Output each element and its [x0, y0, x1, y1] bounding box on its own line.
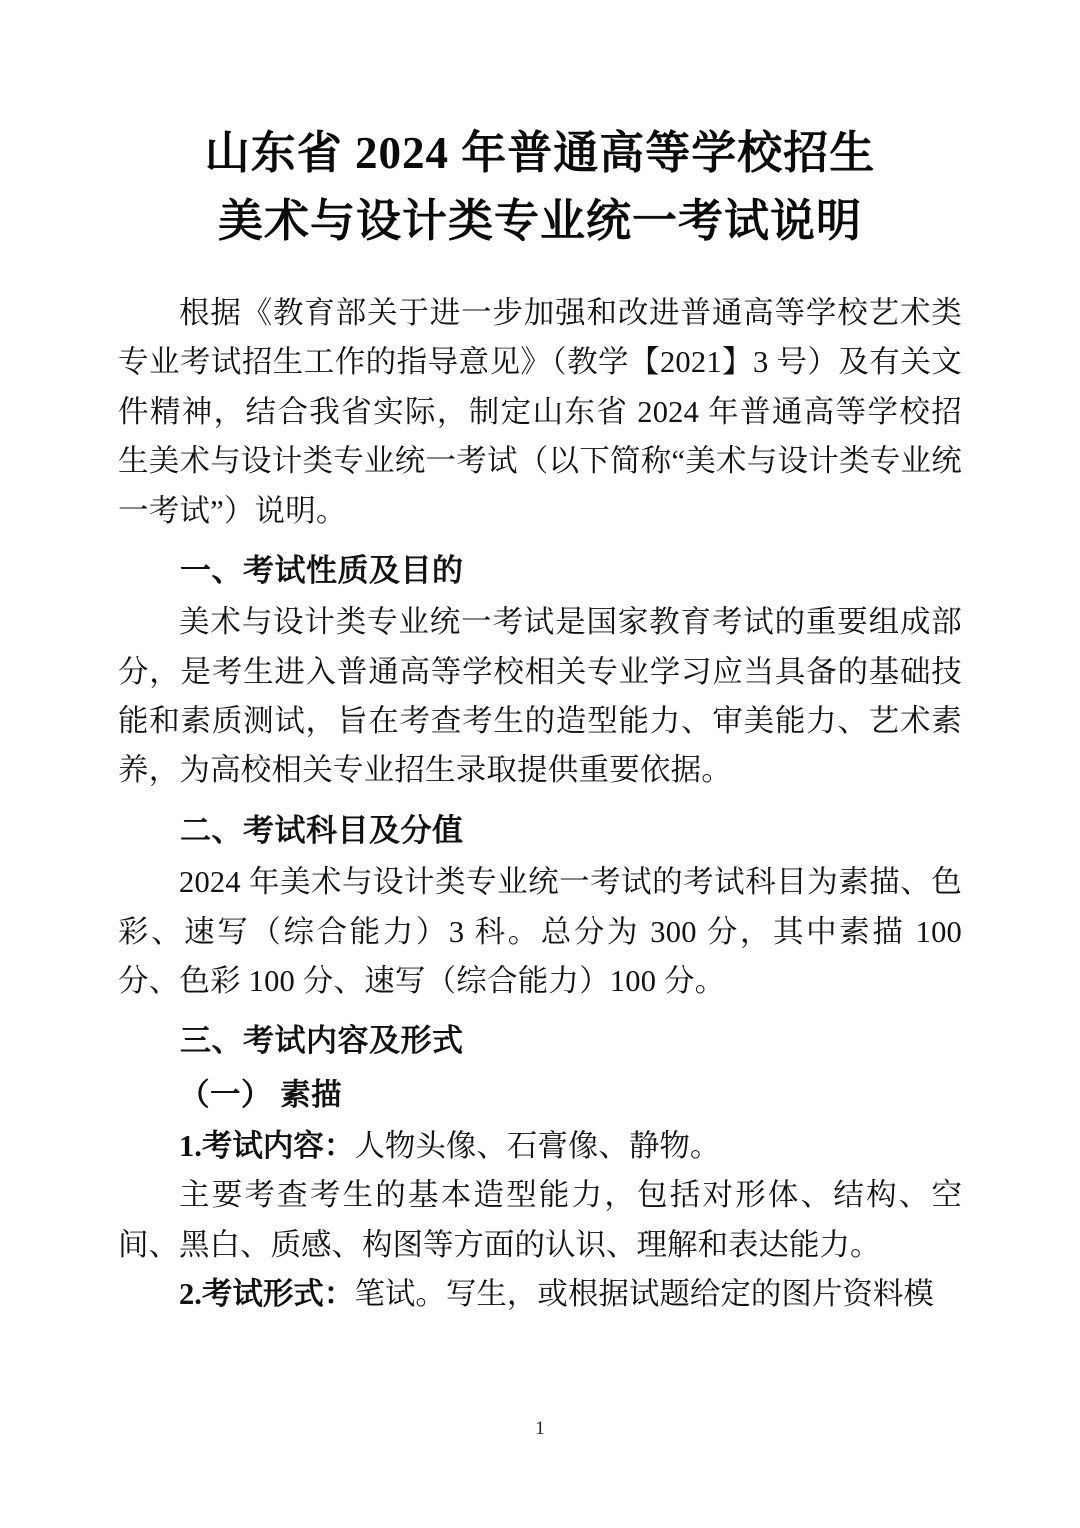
page-title-line-2: 美术与设计类专业统一考试说明	[217, 195, 862, 246]
item-exam-content-detail	[118, 1171, 962, 1270]
item-exam-content-label: 1.考试内容：	[179, 1128, 355, 1163]
item-exam-content	[118, 1122, 962, 1171]
section-paragraph-1: 美术与设计类专业统一考试是国家教育考试的重要组成部分，是考生进入普通高等学校相关专业学习应当具备的基础技能和素质测试，旨在考查考生的造型能力、审美能力、艺术素养，为高校相关专业招生录取提供重要依据。	[118, 605, 962, 788]
section-heading-2: 二、考试科目及分值	[180, 812, 464, 848]
item-exam-format	[118, 1270, 962, 1319]
section-paragraph-2: 2024 年美术与设计类专业统一考试的考试科目为素描、色彩、速写（综合能力）3 科。总分为 300 分，其中素描 100 分、色彩 100 分、速写（综合能力）100 分。	[118, 865, 962, 998]
page-number: 1	[535, 1418, 545, 1439]
subsection-heading-sumiao: （一） 素描	[179, 1077, 343, 1112]
intro-paragraph: 根据《教育部关于进一步加强和改进普通高等学校艺术类专业考试招生工作的指导意见》（教学【2021】3 号）及有关文件精神，结合我省实际，制定山东省 2024 年普通高等学校招生美术与设计类专业统一考试（以下简称“美术与设计类专业统一考试”）说明。	[118, 296, 962, 528]
item-exam-content-text: 人物头像、石膏像、静物。	[354, 1128, 721, 1163]
page-title-line-1: 山东省 2024 年普通高等学校招生	[204, 128, 876, 178]
page-title	[118, 120, 962, 255]
section-heading-3: 三、考试内容及形式	[180, 1023, 464, 1059]
item-exam-format-label: 2.考试形式：	[179, 1277, 355, 1312]
item-exam-format-text: 笔试。写生，或根据试题给定的图片资料模	[354, 1277, 934, 1312]
section-heading-1: 一、考试性质及目的	[180, 553, 464, 589]
item-exam-content-detail-text: 主要考查考生的基本造型能力，包括对形体、结构、空间、黑白、质感、构图等方面的认识、理解和表达能力。	[118, 1178, 962, 1262]
